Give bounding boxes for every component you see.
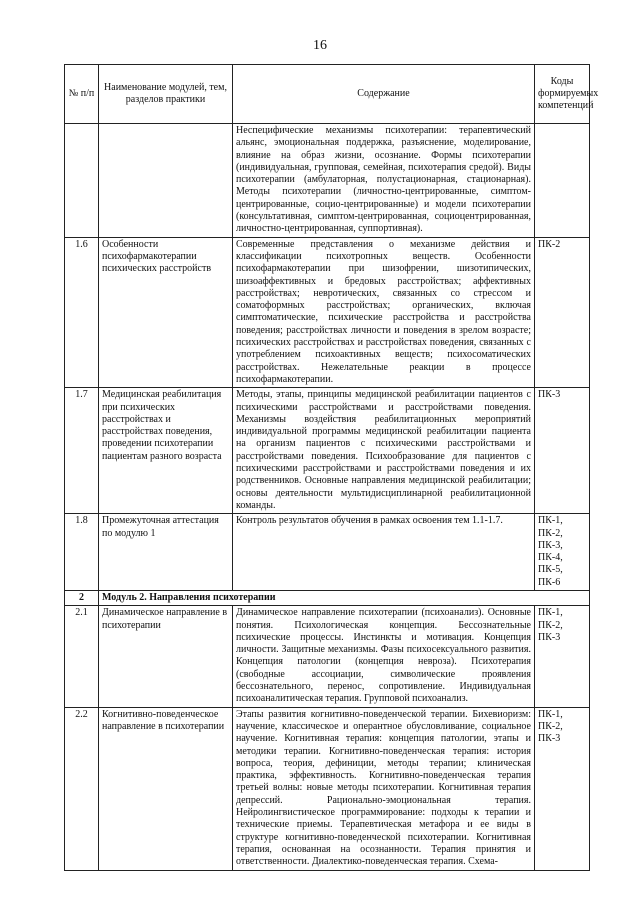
row-num: 2.1 xyxy=(65,606,99,707)
row-name: Промежуточная аттестация по модулю 1 xyxy=(99,514,233,591)
row-codes: ПК-3 xyxy=(535,388,590,514)
header-content: Содержание xyxy=(233,65,535,124)
module-heading-row xyxy=(65,590,590,605)
header-num: № п/п xyxy=(65,65,99,124)
header-name: Наименование модулей, тем, разделов практики xyxy=(99,65,233,124)
table-header-row xyxy=(65,65,590,124)
row-num: 1.6 xyxy=(65,237,99,388)
page-number: 16 xyxy=(313,38,327,53)
table-row xyxy=(65,606,590,707)
header-codes: Коды формируемых компетенций xyxy=(535,65,590,124)
row-content: Неспецифические механизмы психотерапии: терапевтический альянс, эмоциональная поддержка, разъяснение, моделирование, влияние на образ жизни, осознание. Формы психотерапии (индивидуальная, групповая, семейная, психотерапия средой). Виды психотерапии (амбулаторная, полустационарная, стационарная). Методы психотерапии (личностно-центрированные, симптом-центрированные, социо-центрированные) и модели психотерапии (консультативная, симптом-центрированная, социоцентрированная, личностно-центрированная, суппортивная). xyxy=(233,124,535,238)
row-codes: ПК-1, ПК-2, ПК-3, ПК-4, ПК-5, ПК-6 xyxy=(535,514,590,591)
row-name: Динамическое направление в психотерапии xyxy=(99,606,233,707)
module-num: 2 xyxy=(65,590,99,605)
table-row xyxy=(65,514,590,591)
row-num: 1.7 xyxy=(65,388,99,514)
row-codes: ПК-1, ПК-2, ПК-3 xyxy=(535,707,590,870)
row-num xyxy=(65,124,99,238)
row-codes: ПК-1, ПК-2, ПК-3 xyxy=(535,606,590,707)
table-row xyxy=(65,707,590,870)
row-num: 2.2 xyxy=(65,707,99,870)
row-name: Медицинская реабилитация при психических расстройствах и расстройствах поведения, проведении психотерапии пациентам разного возраста xyxy=(99,388,233,514)
table-row xyxy=(65,388,590,514)
row-name: Когнитивно-поведенческое направление в психотерапии xyxy=(99,707,233,870)
row-content: Контроль результатов обучения в рамках освоения тем 1.1-1.7. xyxy=(233,514,535,591)
curriculum-table xyxy=(64,64,599,871)
row-codes: ПК-2 xyxy=(535,237,590,388)
table-row xyxy=(65,237,590,388)
row-content: Динамическое направление психотерапии (психоанализ). Основные понятия. Психологическая концепция. Бессознательные психические процессы. Инстинкты и мотивация. Концепция личности. Защитные механизмы. Фазы психосексуального развития. Концепция патологии (концепция невроза). Психотерапия (свободные ассоциации, символические проявления бессознательного, перенос, сопротивление. Индивидуальная психоаналитическая терапия. Групповой психоанализ. xyxy=(233,606,535,707)
row-content: Методы, этапы, принципы медицинской реабилитации пациентов с психическими расстройствами и расстройствами поведения. Механизмы воздействия реабилитационных мероприятий индивидуальной программы медицинской реабилитации пациента на организм пациентов с психическими расстройствами и расстройствами поведения. Психообразование для пациентов с психическими расстройствами и расстройствами поведения и их родственников. Основные направления медицинской реабилитации; основы деятельности мультидисциплинарной реабилитационной команды. xyxy=(233,388,535,514)
row-content: Этапы развития когнитивно-поведенческой терапии. Бихевиоризм: научение, классическое и оперантное обусловливание, социальное научение. Когнитивная терапия: концепция патологии, этапы и методики терапии. Когнитивно-поведенческая терапия: история вопроса, теория, дефиниции, методы терапии; клиническая практика, эффективность. Когнитивно-поведенческая терапия третьей волны: новые методы психотерапии. Когнитивная терапия депрессий. Рационально-эмоциональная терапия. Нейролингвистическое программирование: подходы к терапии и технические приемы. Терапевтическая метафора и ее виды в структуре когнитивно-поведенческой психотерапии. Когнитивная терапия, основанная на осознанности. Терапия принятия и ответственности. Диалектико-поведенческая терапия. Схема- xyxy=(233,707,535,870)
row-name: Особенности психофармакотерапии психических расстройств xyxy=(99,237,233,388)
row-num: 1.8 xyxy=(65,514,99,591)
row-name xyxy=(99,124,233,238)
row-codes xyxy=(535,124,590,238)
row-content: Современные представления о механизме действия и классификации психотропных веществ. Особенности психофармакотерапии при шизофрении, шизотипических, шизоаффективных и бредовых расстройствах; аффективных расстройствах; невротических, связанных со стрессом и соматоформных расстройствах; органических, включая симптоматические, психические расстройства и расстройства поведения; расстройствах личности и поведения в зрелом возрасте; психических расстройствах и расстройствах поведения, связанных с употреблением психоактивных веществ; психосоматических расстройствах. Нежелательные реакции в процессе психофармакотерапии. xyxy=(233,237,535,388)
table-row xyxy=(65,124,590,238)
module-title: Модуль 2. Направления психотерапии xyxy=(99,590,590,605)
